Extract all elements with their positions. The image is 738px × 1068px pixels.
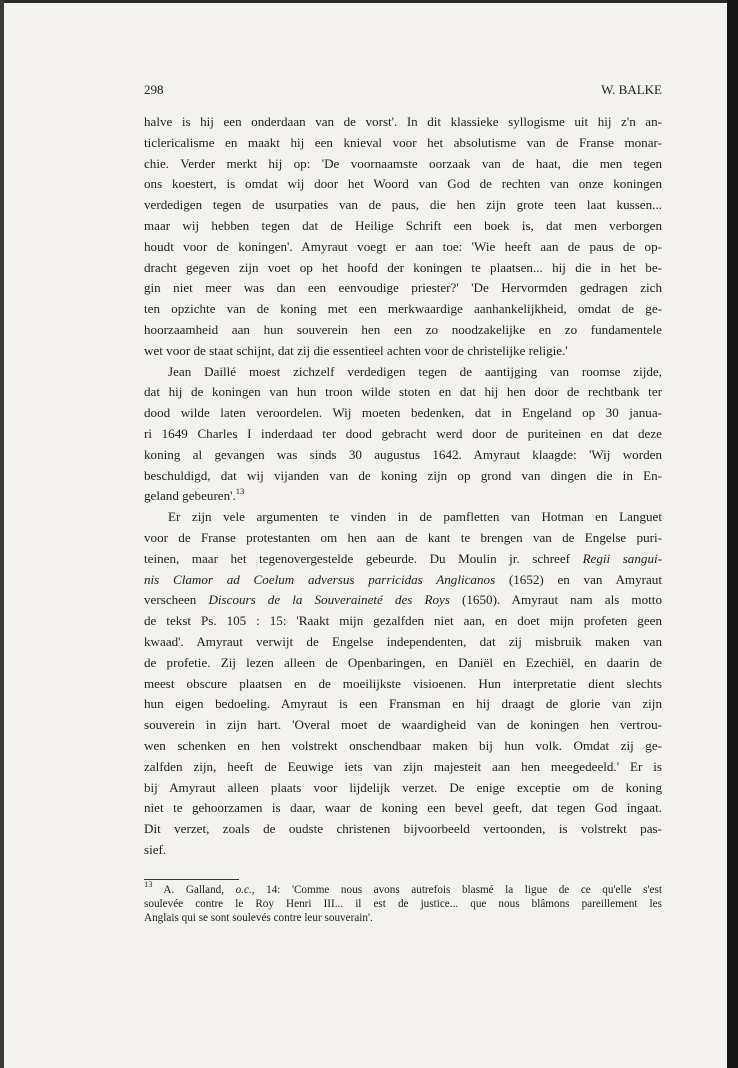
- text-fragment: (1650). Amyraut nam als motto: [449, 592, 662, 608]
- text-line: souverein in zijn hart. 'Overal moet de waardigheid van de koningen hen vertrou-: [144, 717, 662, 733]
- text-fragment: teinen, maar het tegenovergestelde gebeurde. Du Moulin jr. schreef: [144, 550, 583, 566]
- text-line: ticlericalisme en maakt hij een knieval voor het absolutisme van de Franse monar-: [144, 134, 662, 150]
- footnote-number: 13: [144, 879, 153, 889]
- text-line: bij Amyraut alleen plaats voor lijdelijk verzet. De enige exceptie om de koning: [144, 779, 662, 795]
- text-line: dracht gegeven zijn voet op het hoofd der koningen te plaatsen... hij die in het be-: [144, 259, 662, 275]
- text-line: wen schenken en hen volstrekt onschendbaar maken bij hun volk. Omdat zij ge-: [144, 737, 662, 753]
- running-head: W. BALKE: [601, 82, 662, 97]
- footnote-line: soulevée contre le Roy Henri III... il est de justice... que nous blâmons pareillement les: [144, 898, 662, 910]
- text-fragment: verscheen: [144, 592, 209, 608]
- text-line: maar wij hebben tegen dat de Heilige Schrift een boek is, dat men verborgen: [144, 217, 662, 233]
- text-line: kwaad'. Amyraut verwijt de Engelse independenten, dat zij misbruik maken van: [144, 633, 662, 649]
- text-line: koning al gevangen was sinds 30 augustus 1642. Amyraut klaagde: 'Wij worden: [144, 446, 662, 462]
- footnote-divider: [144, 879, 239, 880]
- footnote-line: [144, 879, 662, 897]
- footnote-line: Anglais qui se sont soulevés contre leur souverain'.: [144, 912, 373, 924]
- text-line: Dit verzet, zoals de oudste christenen bijvoorbeeld vertoonden, is volstrekt pas-: [144, 821, 662, 837]
- text-line: hun eigen bedoeling. Amyraut is een Fransman en hij draagt de glorie van zijn: [144, 696, 662, 712]
- page-number: 298: [144, 82, 164, 97]
- text-line: sief.: [144, 841, 167, 857]
- italic-title: Discours de la Souveraineté des Roys: [208, 592, 450, 608]
- text-fragment: (1652) en van Amyraut: [495, 571, 662, 587]
- text-line: voor de Franse protestanten om hen aan de kant te brengen van de Engelse puri-: [144, 529, 662, 545]
- italic-title: Regii sangui-: [582, 550, 662, 566]
- text-fragment: , 14: 'Comme nous avons autrefois blasmé la ligue de ce qu'elle s'est: [251, 884, 662, 896]
- italic-abbreviation: o.c.: [235, 884, 252, 896]
- text-line: houdt voor de koningen'. Amyraut voegt er aan toe: 'Wie heeft aan de paus de op-: [144, 238, 662, 254]
- text-line: beschuldigd, dat wij vijanden van de koning zijn op grond van dingen die in En-: [144, 467, 662, 483]
- paragraph: [144, 362, 662, 508]
- paragraph: [144, 112, 662, 362]
- footnotes: [144, 879, 662, 925]
- text-line: halve is hij een onderdaan van de vorst'. In dit klassieke syllogisme uit hij z'n an-: [144, 114, 662, 129]
- text-line: de profetie. Zij lezen alleen de Openbaringen, en Daniël en Ezechiël, en daarin de: [144, 654, 662, 670]
- paragraph: [144, 507, 662, 861]
- text-line: niet te gehoorzamen is daar, waar de koning een bevel geeft, dat tegen God ingaat.: [144, 800, 662, 816]
- text-line: ons koestert, is omdat wij door het Woord van God de rechten van onze koningen: [144, 176, 662, 192]
- text-line: gin niet meer was dan een eenvoudige priester?' 'De Hervormden gedragen zich: [144, 280, 662, 296]
- body-text: [144, 112, 662, 861]
- text-line: Jean Daillé moest zichzelf verdedigen tegen de aantijging van roomse zijde,: [168, 363, 662, 379]
- text-line: hoorzaamheid aan hun souverein hen een zo noodzakelijke en zo fundamentele: [144, 321, 662, 337]
- text-line: ten opzichte van de koning met een merkwaardige aanhankelijkheid, omdat de ge-: [144, 301, 662, 317]
- text-line: wet voor de staat schijnt, dat zij die essentieel achten voor de christelijke religie.': [144, 342, 568, 358]
- footnote-reference[interactable]: 13: [235, 486, 245, 497]
- text-line: verdedigen tegen de usurpaties van de paus, die hen zijn grote teen laat kussen...: [144, 197, 662, 213]
- text-line: ri 1649 Charles I inderdaad ter dood gebracht werd door de puriteinen en dat deze: [144, 425, 662, 441]
- text-line: [144, 570, 662, 591]
- text-line: dood wilde laten veroordelen. Wij moeten bedenken, dat in Engeland op 30 janua-: [144, 405, 662, 421]
- text-line: [144, 486, 662, 507]
- text-line: [144, 549, 662, 570]
- text-fragment: A. Galland,: [152, 884, 236, 896]
- text-line: chie. Verder merkt hij op: 'De voornaamste oorzaak van de haat, die men tegen: [144, 155, 662, 171]
- text-line: zalfden zijn, heeft de Eeuwige iets van zijn majesteit aan hen meegedeeld.' Er is: [144, 758, 662, 774]
- text-fragment: geland gebeuren'.: [144, 488, 236, 504]
- scan-edge-right: [727, 0, 738, 1068]
- italic-title: nis Clamor ad Coelum adversus parricidas Anglicanos: [144, 571, 496, 587]
- text-line: Er zijn vele argumenten te vinden in de pamfletten van Hotman en Languet: [168, 509, 662, 525]
- text-line: [144, 590, 662, 611]
- text-line: de tekst Ps. 105 : 15: 'Raakt mijn gezalfden niet aan, en doet mijn profeten geen: [144, 613, 662, 629]
- text-line: meest obscure plaatsen en de moeilijkste visioenen. Hun interpretatie dient slechts: [144, 675, 662, 691]
- text-line: dat hij de koningen van hun troon wilde stoten en dat hij hen door de rechtbank ter: [144, 384, 662, 400]
